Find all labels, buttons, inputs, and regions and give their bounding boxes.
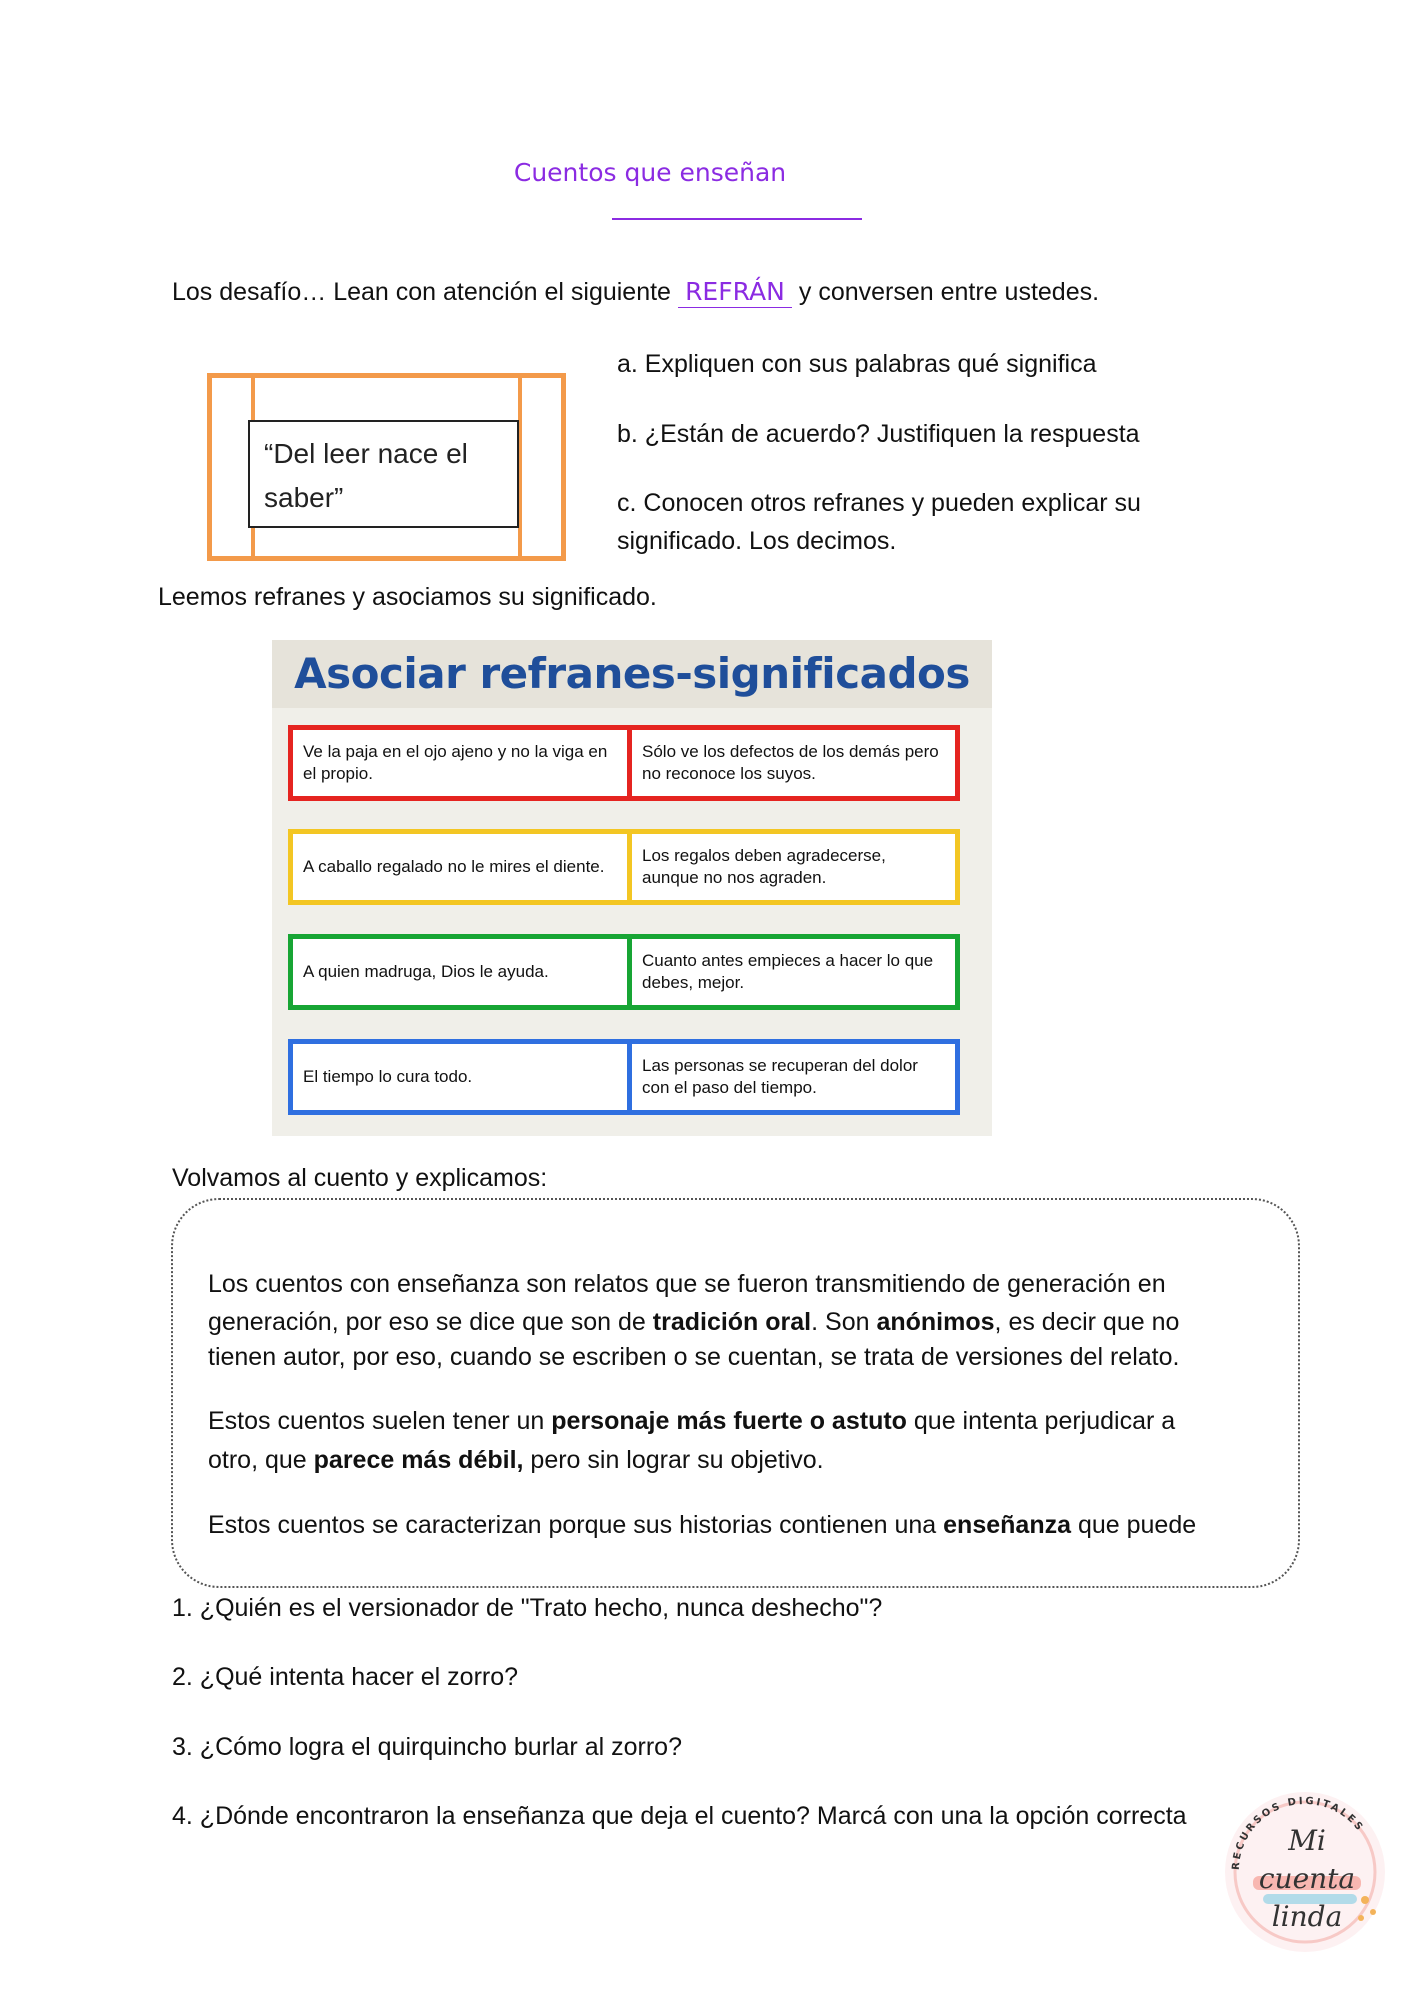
title-underline xyxy=(612,218,862,220)
section-back-heading: Volvamos al cuento y explicamos: xyxy=(172,1164,548,1192)
logo-graphic xyxy=(1215,1780,1395,1960)
brand-logo xyxy=(1215,1780,1395,1960)
info-paragraph-2-line-1 xyxy=(208,1402,1278,1440)
intro-text-before: Los desafío… Lean con atención el siguiente xyxy=(172,278,671,306)
info-bold-personaje: personaje más fuerte o astuto xyxy=(551,1407,907,1435)
info-text: , es decir que no xyxy=(994,1308,1180,1336)
question-3: 3. ¿Cómo logra el quirquincho burlar al zorro? xyxy=(172,1733,682,1761)
info-paragraph-1-line-1: Los cuentos con enseñanza son relatos que se fueron transmitiendo de generación en xyxy=(208,1270,1166,1298)
logo-line-1: Mi xyxy=(1288,1824,1326,1857)
info-text: . Son xyxy=(811,1308,877,1336)
info-text: pero sin lograr su objetivo. xyxy=(523,1446,824,1474)
refranes-table-title: Asociar refranes-significados xyxy=(272,640,992,708)
info-text: otro, que xyxy=(208,1446,314,1474)
info-bold-anonimos: anónimos xyxy=(876,1308,995,1336)
significado-cell: Los regalos deben agradecerse, aunque no nos agraden. xyxy=(627,834,955,900)
question-1: 1. ¿Quién es el versionador de "Trato hecho, nunca deshecho"? xyxy=(172,1594,883,1622)
info-text: que puede xyxy=(1071,1511,1197,1539)
refran-cell: A quien madruga, Dios le ayuda. xyxy=(303,962,549,981)
logo-line-2: cuenta xyxy=(1258,1862,1356,1895)
question-2: 2. ¿Qué intenta hacer el zorro? xyxy=(172,1663,519,1691)
info-text: que intenta perjudicar a xyxy=(906,1407,1176,1435)
question-c-line-2: significado. Los decimos. xyxy=(617,527,897,555)
info-text: generación, por eso se dice que son de xyxy=(208,1308,653,1336)
info-paragraph-3 xyxy=(208,1506,1278,1544)
significado-cell: Las personas se recuperan del dolor con el paso del tiempo. xyxy=(627,1044,955,1110)
refran-cell: Ve la paja en el ojo ajeno y no la viga en el propio. xyxy=(303,742,608,783)
info-bold-tradicion-oral: tradición oral xyxy=(652,1308,812,1336)
info-paragraph-1-line-3: tienen autor, por eso, cuando se escriben o se cuentan, se trata de versiones del relato. xyxy=(208,1343,1180,1371)
significado-cell: Cuanto antes empieces a hacer lo que debes, mejor. xyxy=(627,939,955,1005)
refran-row xyxy=(288,934,960,1010)
refran-row xyxy=(288,829,960,905)
page-title: Cuentos que enseñan xyxy=(513,158,787,187)
quote-line-1: “Del leer nace el xyxy=(264,438,468,469)
logo-line-3: linda xyxy=(1271,1900,1343,1933)
refran-row xyxy=(288,725,960,801)
logo-ring-text: RECURSOS DIGITALES xyxy=(1230,1795,1366,1871)
refran-highlight: REFRÁN xyxy=(678,277,792,308)
question-c-line-1: c. Conocen otros refranes y pueden explicar su xyxy=(617,489,1141,517)
quote-box xyxy=(248,420,519,528)
intro-line xyxy=(172,274,1099,310)
info-text: Estos cuentos se caracterizan porque sus historias contienen una xyxy=(208,1511,944,1539)
info-bold-debil: parece más débil, xyxy=(313,1446,524,1474)
refran-cell: El tiempo lo cura todo. xyxy=(303,1067,473,1086)
refran-cell: A caballo regalado no le mires el diente. xyxy=(303,857,605,876)
question-b: b. ¿Están de acuerdo? Justifiquen la respuesta xyxy=(617,420,1140,448)
significado-cell: Sólo ve los defectos de los demás pero no reconoce los suyos. xyxy=(627,730,955,796)
question-a: a. Expliquen con sus palabras qué significa xyxy=(617,350,1097,378)
refran-row xyxy=(288,1039,960,1115)
quote-line-2: saber” xyxy=(264,482,344,513)
question-4: 4. ¿Dónde encontraron la enseñanza que deja el cuento? Marcá con una la opción correcta xyxy=(172,1802,1187,1830)
section-read-heading: Leemos refranes y asociamos su significado. xyxy=(158,583,657,611)
info-paragraph-2-line-2 xyxy=(208,1441,1278,1479)
info-bold-ensenanza: enseñanza xyxy=(943,1511,1071,1539)
intro-text-after: y conversen entre ustedes. xyxy=(798,278,1100,306)
info-paragraph-1-line-2 xyxy=(208,1303,1278,1341)
info-text: Estos cuentos suelen tener un xyxy=(208,1407,552,1435)
